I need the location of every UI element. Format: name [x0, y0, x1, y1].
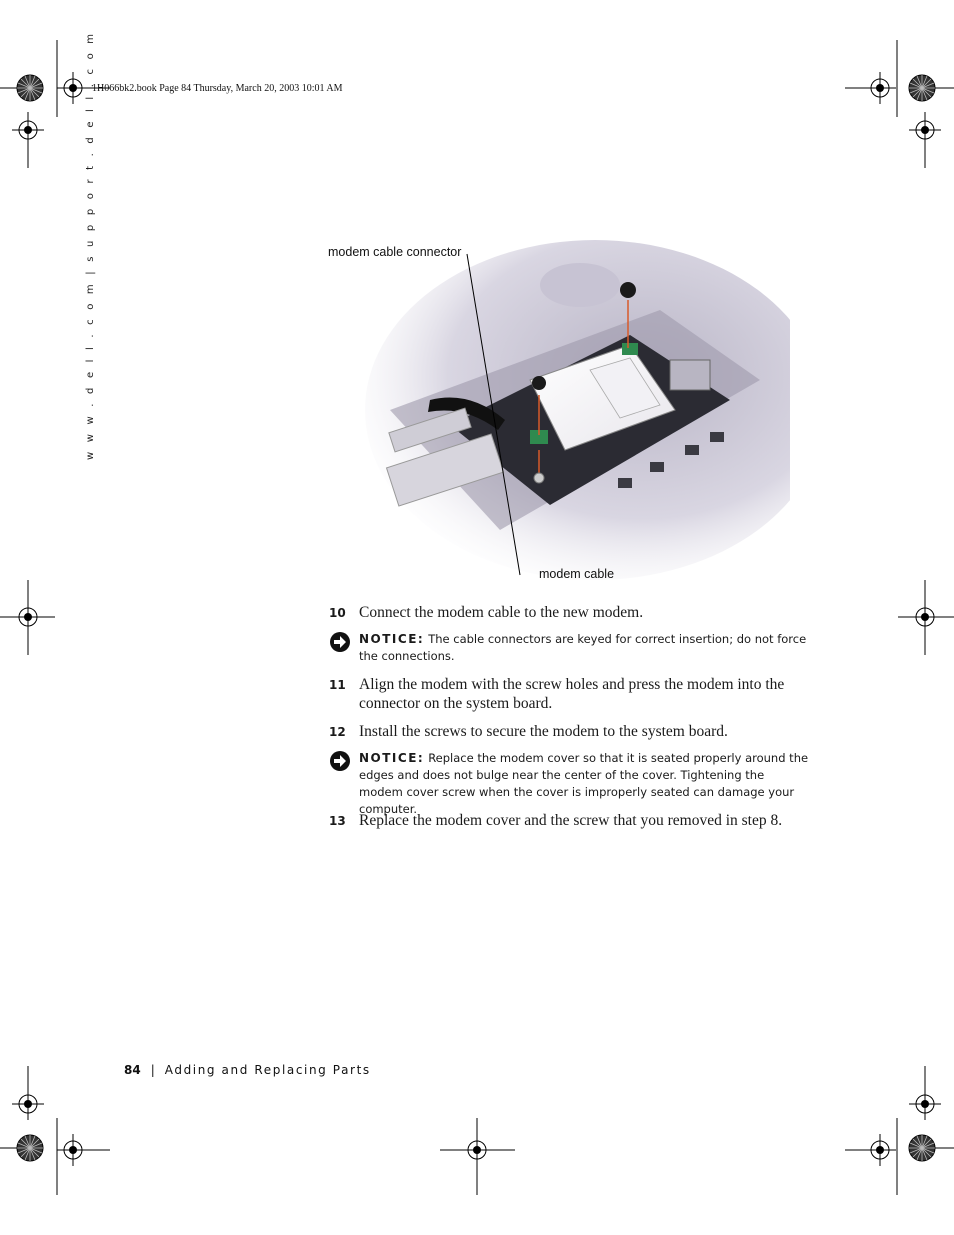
notice-2	[329, 750, 809, 818]
notice-1	[329, 631, 809, 665]
step-11	[329, 675, 809, 713]
step-text: Install the screws to secure the modem to the system board.	[359, 723, 728, 740]
notice-text: Replace the modem cover so that it is seated properly around the edges and does not bulge near the center of the cover. Tightening the modem cover screw when the cover is improperly seated can damage your computer.	[359, 751, 809, 816]
notice-arrow-icon	[329, 750, 351, 772]
step-number: 13	[329, 814, 346, 828]
section-title: Adding and Replacing Parts	[164, 1063, 371, 1077]
step-number: 10	[329, 606, 346, 620]
notice-label: NOTICE:	[359, 751, 425, 765]
notice-text: The cable connectors are keyed for correct insertion; do not force the connections.	[359, 632, 807, 663]
step-text: Connect the modem cable to the new modem.	[359, 604, 644, 621]
step-12	[329, 722, 809, 741]
step-10	[329, 603, 809, 622]
modem-illustration	[330, 240, 790, 590]
callout-modem-cable: modem cable	[539, 567, 615, 581]
step-number: 11	[329, 678, 346, 692]
page-number: 84	[124, 1063, 141, 1077]
step-number: 12	[329, 725, 346, 739]
notice-label: NOTICE:	[359, 632, 425, 646]
step-text: Replace the modem cover and the screw that you removed in step 8.	[359, 812, 783, 829]
footer-separator: |	[150, 1063, 155, 1077]
sidebar-url: w w w . d e l l . c o m | s u p p o r t . d e l l . c o m	[85, 30, 96, 460]
step-text: Align the modem with the screw holes and press the modem into the connector on the system board.	[359, 676, 785, 712]
notice-arrow-icon	[329, 631, 351, 653]
print-header: 1H066bk2.book Page 84 Thursday, March 20, 2003 10:01 AM	[92, 83, 343, 94]
callout-modem-cable-connector: modem cable connector	[328, 245, 462, 259]
page-footer	[124, 1063, 371, 1077]
step-13	[329, 811, 809, 830]
